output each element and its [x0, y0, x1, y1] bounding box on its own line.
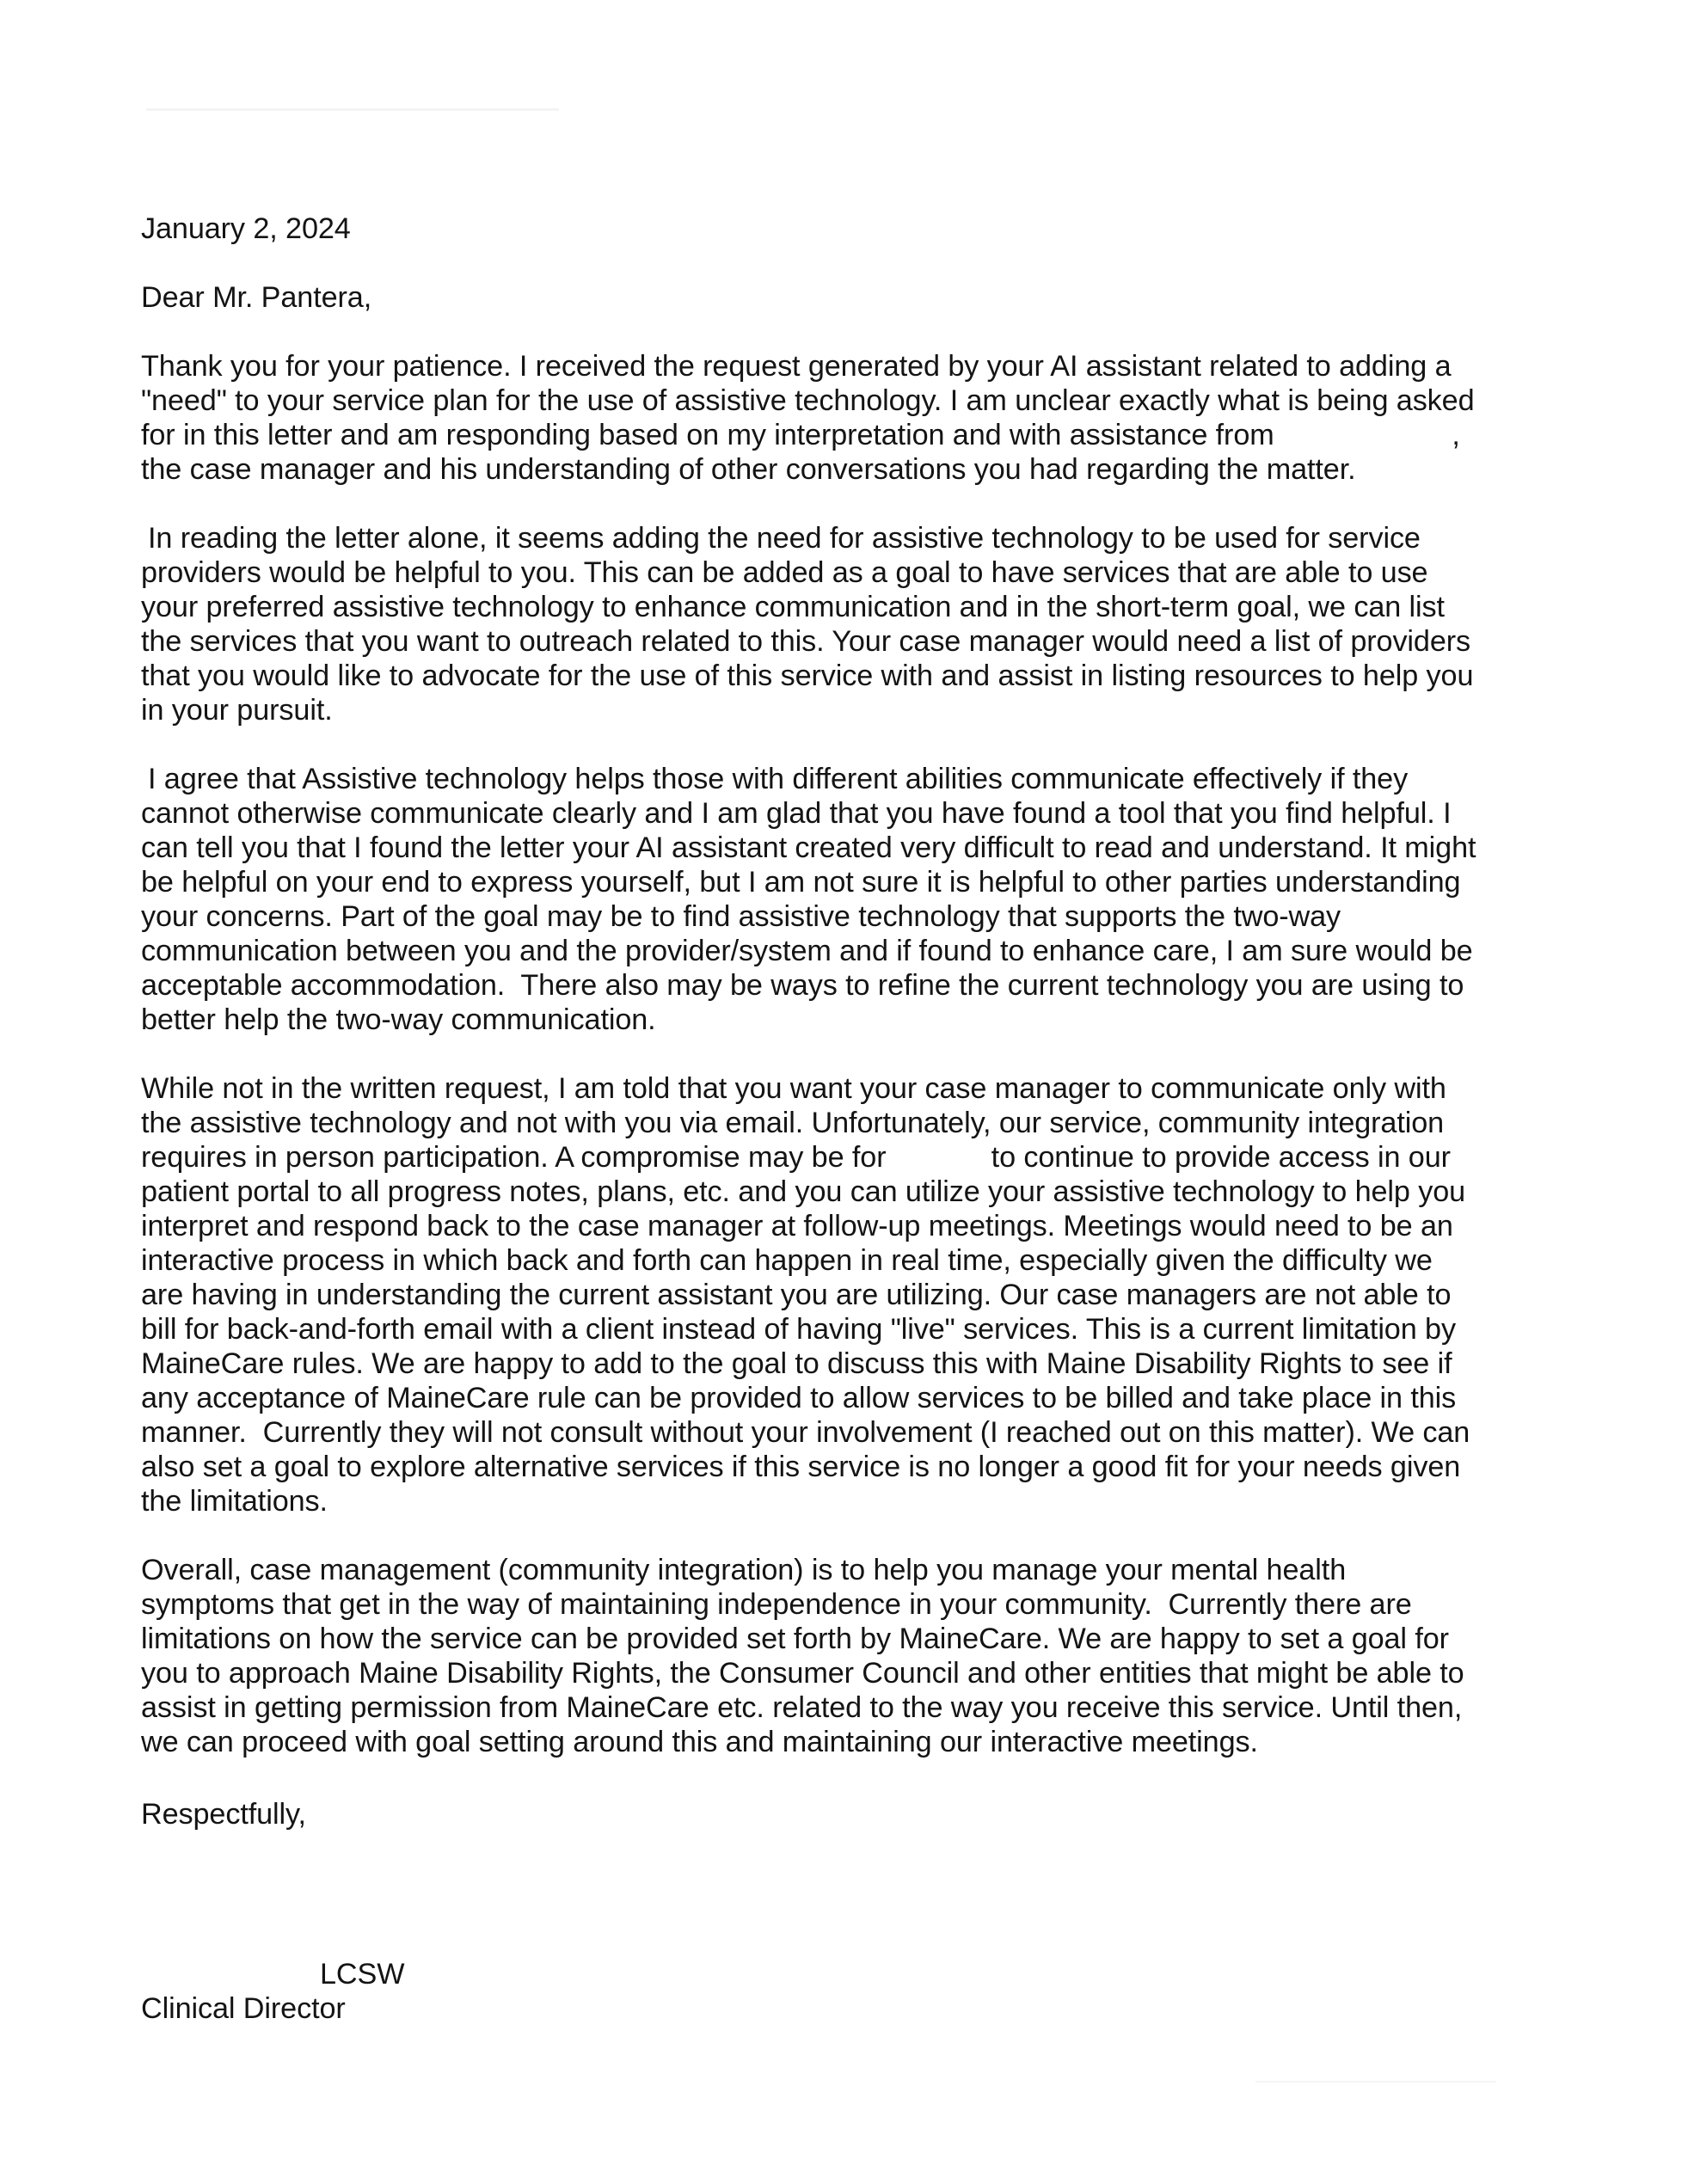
- paragraph-line: "need" to your service plan for the use of assistive technology. I am unclear exactly what is being asked: [141, 384, 1475, 417]
- paragraph-line: you to approach Maine Disability Rights, the Consumer Council and other entities that might be able to: [141, 1657, 1464, 1690]
- paragraph-line: any acceptance of MaineCare rule can be provided to allow services to be billed and take place in this: [141, 1382, 1457, 1414]
- salutation: Dear Mr. Pantera,: [141, 281, 372, 314]
- paragraph-line: the assistive technology and not with you via email. Unfortunately, our service, community integration: [141, 1107, 1445, 1139]
- paragraph-line: acceptable accommodation. There also may be ways to refine the current technology you are using to: [141, 969, 1464, 1002]
- paragraph-line: we can proceed with goal setting around this and maintaining our interactive meetings.: [141, 1726, 1258, 1758]
- paragraph-line: In reading the letter alone, it seems adding the need for assistive technology to be used for service: [148, 522, 1421, 555]
- closing: Respectfully,: [141, 1798, 306, 1831]
- paragraph-line: in your pursuit.: [141, 694, 333, 727]
- paragraph-line: requires in person participation. A compromise may be for to continue to provide access in our: [141, 1141, 1451, 1174]
- paragraph-line: interpret and respond back to the case manager at follow-up meetings. Meetings would need to be an: [141, 1210, 1453, 1242]
- paragraph-line: the limitations.: [141, 1485, 328, 1518]
- paragraph-line: While not in the written request, I am told that you want your case manager to communicate only with: [141, 1072, 1446, 1105]
- scan-artifact: [146, 108, 559, 111]
- paragraph-line: patient portal to all progress notes, plans, etc. and you can utilize your assistive technology to help you: [141, 1175, 1466, 1208]
- paragraph-line: also set a goal to explore alternative services if this service is no longer a good fit for your needs given: [141, 1451, 1461, 1483]
- paragraph-line: interactive process in which back and forth can happen in real time, especially given the difficulty we: [141, 1244, 1433, 1277]
- paragraph-line: your preferred assistive technology to enhance communication and in the short-term goal, we can list: [141, 591, 1445, 623]
- paragraph-line: I agree that Assistive technology helps those with different abilities communicate effectively if they: [148, 763, 1409, 795]
- paragraph-line: Thank you for your patience. I received the request generated by your AI assistant related to adding a: [141, 350, 1452, 383]
- signature-title: Clinical Director: [141, 1992, 346, 2025]
- paragraph-line: manner. Currently they will not consult without your involvement (I reached out on this matter). We can: [141, 1416, 1470, 1449]
- paragraph-line: the case manager and his understanding of other conversations you had regarding the matter.: [141, 453, 1356, 486]
- paragraph-line: assist in getting permission from MaineCare etc. related to the way you receive this service. Until then,: [141, 1691, 1463, 1724]
- scan-artifact: [1255, 2081, 1496, 2083]
- paragraph-line: for in this letter and am responding based on my interpretation and with assistance from ,: [141, 419, 1460, 451]
- paragraph-line: the services that you want to outreach related to this. Your case manager would need a list of providers: [141, 625, 1471, 658]
- paragraph-line: Overall, case management (community integration) is to help you manage your mental health: [141, 1554, 1347, 1586]
- paragraph-line: symptoms that get in the way of maintaining independence in your community. Currently there are: [141, 1588, 1412, 1621]
- signature-credential: LCSW: [320, 1958, 405, 1991]
- paragraph-line: that you would like to advocate for the use of this service with and assist in listing resources to help you: [141, 659, 1474, 692]
- paragraph-line: MaineCare rules. We are happy to add to the goal to discuss this with Maine Disability Rights to see if: [141, 1347, 1452, 1380]
- paragraph-line: be helpful on your end to express yourself, but I am not sure it is helpful to other parties understanding: [141, 866, 1461, 899]
- paragraph-line: providers would be helpful to you. This can be added as a goal to have services that are able to use: [141, 556, 1428, 589]
- paragraph-line: limitations on how the service can be provided set forth by MaineCare. We are happy to set a goal for: [141, 1623, 1449, 1655]
- paragraph-line: bill for back-and-forth email with a client instead of having "live" services. This is a current limitation by: [141, 1313, 1456, 1346]
- paragraph-line: better help the two-way communication.: [141, 1003, 656, 1036]
- paragraph-line: are having in understanding the current assistant you are utilizing. Our case managers are not able to: [141, 1279, 1452, 1311]
- paragraph-line: cannot otherwise communicate clearly and I am glad that you have found a tool that you find helpful. I: [141, 797, 1452, 830]
- letter-date: January 2, 2024: [141, 212, 351, 245]
- paragraph-line: can tell you that I found the letter your AI assistant created very difficult to read and understand. It might: [141, 831, 1476, 864]
- paragraph-line: your concerns. Part of the goal may be to find assistive technology that supports the two-way: [141, 900, 1341, 933]
- paragraph-line: communication between you and the provider/system and if found to enhance care, I am sure would be: [141, 935, 1473, 967]
